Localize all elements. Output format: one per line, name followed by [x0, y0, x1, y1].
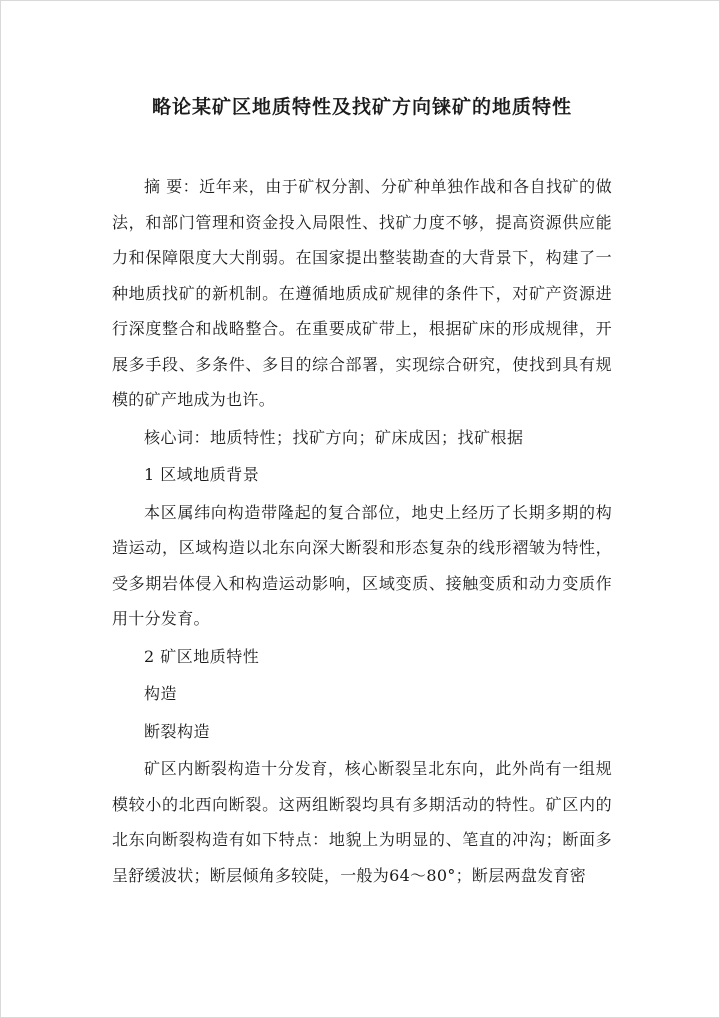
subheading-fault-structure: 断裂构造: [144, 721, 211, 741]
keywords-line: 核心词：地质特性；找矿方向；矿床成因；找矿根据: [144, 427, 524, 447]
document-title: 略论某矿区地质特性及找矿方向铼矿的地质特性: [151, 96, 572, 118]
document-body: [112, 92, 612, 893]
subheading-structure: 构造: [144, 684, 178, 703]
section-1-paragraph: 本区属纬向构造带隆起的复合部位，地史上经历了长期多期的构造运动，区域构造以北东向深大断裂和形态复杂的线形褶皱为特性，受多期岩体侵入和构造运动影响，区域变质、接触变质和动力变质作用十分发育。: [112, 502, 612, 628]
section-1-heading: 1 区域地质背景: [144, 465, 260, 484]
fault-paragraph: 矿区内断裂构造十分发育，核心断裂呈北东向，此外尚有一组规模较小的北西向断裂。这两组断裂均具有多期活动的特性。矿区内的北东向断裂构造有如下特点：地貌上为明显的、笔直的冲沟；断面多呈舒缓波状；断层倾角多较陡，一般为64～80°；断层两盘发育密: [112, 759, 612, 885]
abstract-paragraph: 摘 要：近年来，由于矿权分割、分矿种单独作战和各自找矿的做法，和部门管理和资金投入局限性、找矿力度不够，提高资源供应能力和保障限度大大削弱。在国家提出整装勘查的大背景下，构建了一种地质找矿的新机制。在遵循地质成矿规律的条件下，对矿产资源进行深度整合和战略整合。在重要成矿带上，根据矿床的形成规律，开展多手段、多条件、多目的综合部署，实现综合研究，使找到具有规模的矿产地成为也许。: [112, 177, 612, 409]
section-2-heading: 2 矿区地质特性: [144, 646, 260, 666]
